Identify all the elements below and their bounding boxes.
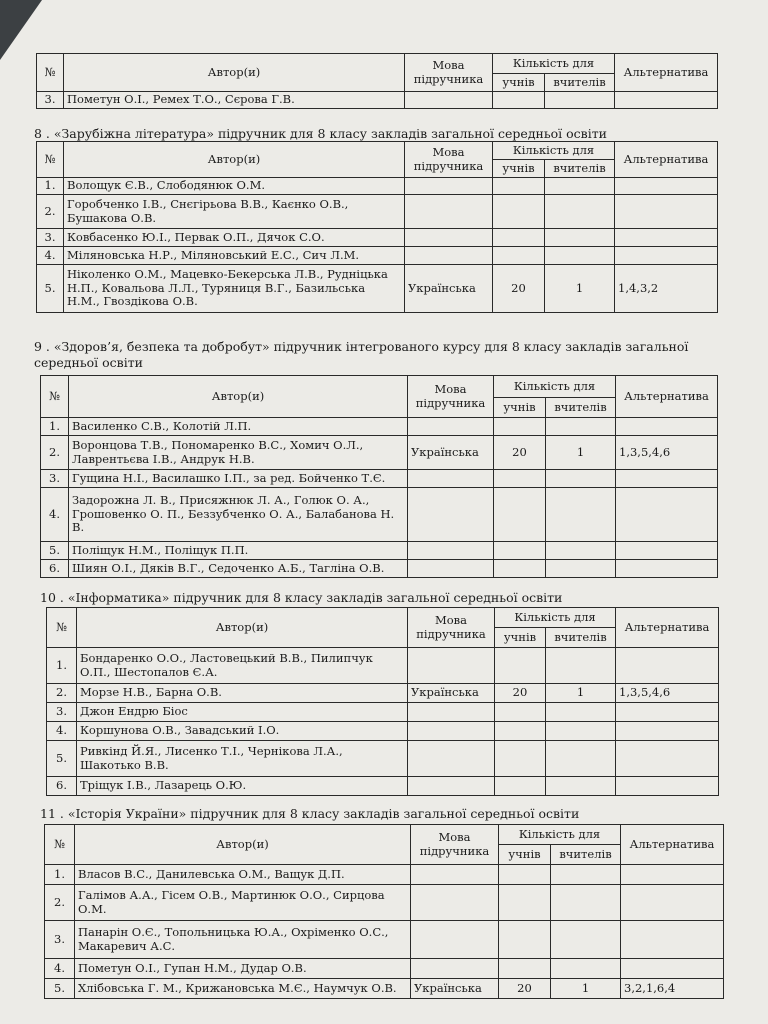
header-author: Автор(и) <box>64 54 405 92</box>
header-qty: Кількість для <box>495 608 616 628</box>
header-alt: Альтернатива <box>615 54 718 92</box>
row-number: 2. <box>45 885 75 921</box>
header-author: Автор(и) <box>75 825 411 865</box>
row-students-count <box>494 560 546 578</box>
row-authors: Бондаренко О.О., Ластовецький В.В., Пилипчук О.П., Шестопалов Є.А. <box>77 648 408 684</box>
row-language <box>405 247 493 265</box>
table-row <box>37 178 718 195</box>
row-alternative <box>621 959 724 979</box>
header-lang: Мова підручника <box>408 376 494 418</box>
table-row <box>47 648 719 684</box>
row-language <box>408 741 495 777</box>
row-authors: Хлібовська Г. М., Крижановська М.Є., Наумчук О.В. <box>75 979 411 999</box>
table-row <box>47 703 719 722</box>
row-alternative <box>616 722 719 741</box>
table-row <box>47 684 719 703</box>
row-alternative <box>616 470 718 488</box>
row-authors: Гущина Н.І., Василашко І.П., за ред. Бойченко Т.Є. <box>69 470 408 488</box>
row-number: 4. <box>37 247 64 265</box>
table-row <box>47 722 719 741</box>
row-language <box>405 229 493 247</box>
row-number: 3. <box>45 921 75 959</box>
row-teachers-count <box>545 247 615 265</box>
row-alternative <box>616 741 719 777</box>
header-students: учнів <box>495 628 546 648</box>
header-author: Автор(и) <box>77 608 408 648</box>
row-students-count <box>493 178 545 195</box>
row-alternative <box>616 542 718 560</box>
row-students-count <box>494 418 546 436</box>
row-teachers-count <box>546 560 616 578</box>
row-alternative <box>615 247 718 265</box>
row-language <box>408 722 495 741</box>
row-students-count <box>494 488 546 542</box>
row-number: 4. <box>47 722 77 741</box>
row-students-count: 20 <box>494 436 546 470</box>
row-authors: Ривкінд Й.Я., Лисенко Т.І., Чернікова Л.А., Шакотько В.В. <box>77 741 408 777</box>
table-body <box>47 648 719 796</box>
row-authors: Шиян О.І., Дяків В.Г., Седоченко А.Б., Таглiна О.В. <box>69 560 408 578</box>
header-lang: Мова підручника <box>411 825 499 865</box>
row-authors: Тріщук І.В., Лазарець О.Ю. <box>77 777 408 796</box>
row-alternative <box>615 229 718 247</box>
row-number: 5. <box>47 741 77 777</box>
row-alternative <box>615 92 718 109</box>
header-author: Автор(и) <box>69 376 408 418</box>
row-alternative <box>615 178 718 195</box>
row-alternative: 1,3,5,4,6 <box>616 684 719 703</box>
table-section-10 <box>46 607 719 796</box>
row-teachers-count <box>546 741 616 777</box>
row-teachers-count <box>546 542 616 560</box>
row-teachers-count <box>546 648 616 684</box>
header-lang: Мова підручника <box>408 608 495 648</box>
row-students-count <box>495 741 546 777</box>
header-alt: Альтернатива <box>615 142 718 178</box>
row-authors: Пометун О.І., Ремех Т.О., Сєрова Г.В. <box>64 92 405 109</box>
section-title-text: 9 . «Здоров’я, безпека та добробут» підручник інтегрованого курсу для 8 класу закладів загальної середньої освіти <box>34 339 689 370</box>
row-students-count <box>499 865 551 885</box>
section-title <box>34 339 724 371</box>
row-teachers-count <box>551 959 621 979</box>
row-language <box>411 865 499 885</box>
row-students-count <box>495 777 546 796</box>
section-title: 8 . «Зарубіжна література» підручник для 8 класу закладів загальної середньої освіти <box>34 126 607 141</box>
row-alternative <box>616 560 718 578</box>
row-teachers-count <box>546 418 616 436</box>
row-students-count: 20 <box>495 684 546 703</box>
row-language: Українська <box>405 265 493 313</box>
header-lang: Мова підручника <box>405 54 493 92</box>
header-qty: Кількість для <box>493 54 615 74</box>
row-authors: Волощук Є.В., Слободянюк О.М. <box>64 178 405 195</box>
row-authors: Поліщук Н.М., Поліщук П.П. <box>69 542 408 560</box>
row-alternative <box>621 865 724 885</box>
table-row <box>47 741 719 777</box>
header-teachers: вчителів <box>545 160 615 178</box>
row-alternative <box>616 648 719 684</box>
row-language <box>408 777 495 796</box>
row-language <box>405 92 493 109</box>
row-language: Українська <box>408 436 494 470</box>
table-row <box>41 542 718 560</box>
row-authors: Панарін О.Є., Топольницька Ю.А., Охріменко О.С., Макаревич А.С. <box>75 921 411 959</box>
row-alternative: 1,4,3,2 <box>615 265 718 313</box>
header-alt: Альтернатива <box>616 608 719 648</box>
row-number: 6. <box>47 777 77 796</box>
row-alternative <box>616 418 718 436</box>
header-alt: Альтернатива <box>616 376 718 418</box>
row-number: 2. <box>37 195 64 229</box>
row-teachers-count <box>551 885 621 921</box>
header-num: № <box>37 142 64 178</box>
table-row <box>45 865 724 885</box>
row-students-count <box>499 959 551 979</box>
row-language <box>408 560 494 578</box>
row-teachers-count <box>546 470 616 488</box>
row-teachers-count <box>551 865 621 885</box>
table-section-8 <box>36 141 718 313</box>
row-authors: Ковбасенко Ю.І., Первак О.П., Дячок С.О. <box>64 229 405 247</box>
row-authors: Ніколенко О.М., Мацевко-Бекерська Л.В., Рудніцька Н.П., Ковальова Л.Л., Туряниця В.Г., Базильська Н.М., Гвоздікова О.В. <box>64 265 405 313</box>
header-qty: Кількість для <box>493 142 615 160</box>
row-number: 3. <box>37 229 64 247</box>
row-number: 2. <box>47 684 77 703</box>
row-alternative <box>616 703 719 722</box>
section-title: 11 . «Історія України» підручник для 8 класу закладів загальної середньої освіти <box>40 806 580 821</box>
row-language <box>408 648 495 684</box>
table-section-11 <box>44 824 724 999</box>
row-number: 1. <box>37 178 64 195</box>
row-number: 2. <box>41 436 69 470</box>
row-students-count: 20 <box>499 979 551 999</box>
row-teachers-count <box>545 92 615 109</box>
row-authors: Горобченко І.В., Снєгірьова В.В., Каєнко О.В., Бушакова О.В. <box>64 195 405 229</box>
header-teachers: вчителів <box>546 398 616 418</box>
row-authors: Задорожна Л. В., Присяжнюк Л. А., Голюк О. А., Грошовенко О. П., Беззубченко О. А., Балабанова Н. В. <box>69 488 408 542</box>
table-row <box>45 979 724 999</box>
row-alternative: 3,2,1,6,4 <box>621 979 724 999</box>
row-alternative <box>616 488 718 542</box>
header-students: учнів <box>494 398 546 418</box>
header-qty: Кількість для <box>499 825 621 845</box>
row-authors: Міляновська Н.Р., Міляновський Е.С., Сич Л.М. <box>64 247 405 265</box>
header-students: учнів <box>493 74 545 92</box>
table-row <box>41 470 718 488</box>
header-students: учнів <box>499 845 551 865</box>
row-number: 3. <box>41 470 69 488</box>
row-students-count: 20 <box>493 265 545 313</box>
header-author: Автор(и) <box>64 142 405 178</box>
row-teachers-count <box>546 722 616 741</box>
header-num: № <box>37 54 64 92</box>
row-teachers-count <box>546 488 616 542</box>
header-alt: Альтернатива <box>621 825 724 865</box>
table-row <box>37 247 718 265</box>
table-body <box>37 178 718 313</box>
row-authors: Василенко С.В., Колотій Л.П. <box>69 418 408 436</box>
row-teachers-count <box>545 229 615 247</box>
row-language <box>408 418 494 436</box>
row-students-count <box>495 703 546 722</box>
table-body <box>41 418 718 578</box>
table-row <box>41 560 718 578</box>
table-row <box>45 959 724 979</box>
row-students-count <box>493 247 545 265</box>
table-row <box>45 921 724 959</box>
row-language <box>405 195 493 229</box>
table-body <box>45 865 724 999</box>
row-teachers-count <box>545 195 615 229</box>
table-row <box>41 418 718 436</box>
row-language <box>405 178 493 195</box>
row-number: 1. <box>47 648 77 684</box>
row-students-count <box>493 229 545 247</box>
header-teachers: вчителів <box>545 74 615 92</box>
row-language <box>408 703 495 722</box>
row-language <box>408 542 494 560</box>
row-students-count <box>499 885 551 921</box>
row-language <box>411 885 499 921</box>
table-row <box>37 195 718 229</box>
row-teachers-count: 1 <box>551 979 621 999</box>
header-lang: Мова підручника <box>405 142 493 178</box>
row-number: 1. <box>45 865 75 885</box>
row-number: 6. <box>41 560 69 578</box>
row-teachers-count <box>546 703 616 722</box>
table-row <box>41 488 718 542</box>
header-students: учнів <box>493 160 545 178</box>
row-students-count <box>494 542 546 560</box>
row-number: 4. <box>41 488 69 542</box>
table-row <box>41 436 718 470</box>
row-number: 4. <box>45 959 75 979</box>
row-language <box>408 488 494 542</box>
table-section-9 <box>40 375 718 578</box>
row-authors: Галімов А.А., Гісем О.В., Мартинюк О.О., Сирцова О.М. <box>75 885 411 921</box>
row-alternative <box>615 195 718 229</box>
row-number: 1. <box>41 418 69 436</box>
table-section-7 <box>36 53 718 109</box>
row-language: Українська <box>408 684 495 703</box>
header-teachers: вчителів <box>551 845 621 865</box>
row-students-count <box>493 92 545 109</box>
table-row <box>37 265 718 313</box>
row-students-count <box>494 470 546 488</box>
row-number: 5. <box>41 542 69 560</box>
row-number: 5. <box>37 265 64 313</box>
row-teachers-count: 1 <box>546 436 616 470</box>
row-language <box>411 959 499 979</box>
header-num: № <box>45 825 75 865</box>
header-num: № <box>41 376 69 418</box>
section-title: 10 . «Інформатика» підручник для 8 класу закладів загальної середньої освіти <box>40 590 563 605</box>
row-authors: Воронцова Т.В., Пономаренко В.С., Хомич О.Л., Лаврентьєва І.В., Андрук Н.В. <box>69 436 408 470</box>
row-authors: Пометун О.І., Гупан Н.М., Дудар О.В. <box>75 959 411 979</box>
header-teachers: вчителів <box>546 628 616 648</box>
row-teachers-count <box>551 921 621 959</box>
row-students-count <box>495 648 546 684</box>
row-students-count <box>499 921 551 959</box>
row-alternative: 1,3,5,4,6 <box>616 436 718 470</box>
table-row <box>37 92 718 109</box>
row-number: 3. <box>47 703 77 722</box>
row-language <box>408 470 494 488</box>
row-authors: Власов В.С., Данилевська О.М., Ващук Д.П. <box>75 865 411 885</box>
header-qty: Кількість для <box>494 376 616 398</box>
row-number: 5. <box>45 979 75 999</box>
table-body <box>37 92 718 109</box>
row-authors: Джон Ендрю Біос <box>77 703 408 722</box>
row-alternative <box>621 885 724 921</box>
table-row <box>37 229 718 247</box>
row-alternative <box>616 777 719 796</box>
row-authors: Морзе Н.В., Барна О.В. <box>77 684 408 703</box>
row-teachers-count <box>545 178 615 195</box>
row-number: 3. <box>37 92 64 109</box>
table-row <box>47 777 719 796</box>
table-row <box>45 885 724 921</box>
row-language <box>411 921 499 959</box>
header-num: № <box>47 608 77 648</box>
row-students-count <box>493 195 545 229</box>
row-students-count <box>495 722 546 741</box>
row-teachers-count <box>546 777 616 796</box>
row-teachers-count: 1 <box>546 684 616 703</box>
row-language: Українська <box>411 979 499 999</box>
row-teachers-count: 1 <box>545 265 615 313</box>
row-authors: Коршунова О.В., Завадський І.О. <box>77 722 408 741</box>
row-alternative <box>621 921 724 959</box>
